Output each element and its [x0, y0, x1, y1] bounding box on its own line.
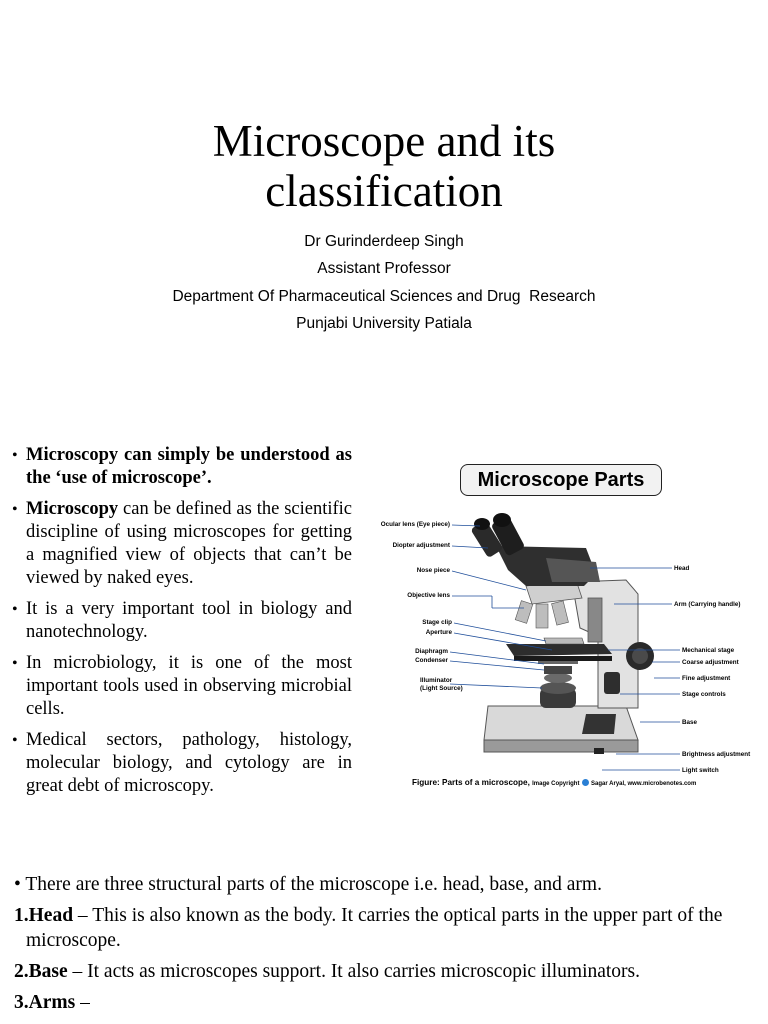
label-stage-clip: Stage clip — [422, 619, 452, 626]
label-base: Base — [682, 719, 698, 726]
label-nose-piece: Nose piece — [416, 567, 450, 574]
author-department: Department Of Pharmaceutical Sciences and Drug Research — [172, 287, 596, 305]
bullet-item: • Microscopy can simply be understood as the ‘use of microscope’. — [12, 444, 352, 490]
label-light-switch: Light switch — [682, 767, 719, 774]
label-illuminator: Illuminator — [420, 677, 453, 684]
label-diopter-adjustment: Diopter adjustment — [392, 542, 450, 549]
content-slide — [0, 440, 768, 1024]
microscope-illustration — [376, 458, 756, 778]
label-stage-controls: Stage controls — [682, 691, 726, 698]
bullet-item: • In microbiology, it is one of the most important tools used in observing microbial cells. — [12, 652, 352, 721]
author-name: Dr Gurinderdeep Singh — [304, 233, 464, 250]
label-coarse-adjustment: Coarse adjustment — [682, 659, 739, 666]
structural-intro: • There are three structural parts of the microscope i.e. head, base, and arm. — [14, 874, 602, 895]
label-head: Head — [674, 565, 690, 572]
structural-parts-list — [14, 872, 760, 1021]
structural-item-head: 1.Head – This is also known as the body. It carries the optical parts in the upper part of the microscope. — [14, 905, 723, 951]
figure-title: Microscope Parts — [460, 464, 662, 496]
intro-bullet-list — [12, 444, 352, 806]
label-arm: Arm (Carrying handle) — [674, 601, 741, 608]
title-slide — [0, 0, 768, 400]
label-light-source: (Light Source) — [420, 685, 463, 692]
copyright-icon — [582, 779, 589, 786]
author-block — [0, 228, 768, 337]
structural-item-base: 2.Base – It acts as microscopes support. It also carries microscopic illuminators. — [14, 961, 641, 982]
label-condenser: Condenser — [415, 657, 448, 664]
bullet-item: • Microscopy can be defined as the scientific discipline of using microscopes for getting a magnified view of objects that can’t be viewed by naked eyes. — [12, 498, 352, 590]
microscope-parts-figure — [376, 458, 756, 798]
slide-title — [0, 116, 768, 216]
title-line-2: classification — [265, 166, 503, 216]
caption-main: Figure: Parts of a microscope, — [412, 778, 530, 787]
label-fine-adjustment: Fine adjustment — [682, 675, 731, 682]
structural-item-arms: 3.Arms – — [14, 992, 90, 1013]
figure-caption — [412, 778, 696, 787]
bullet-item: • It is a very important tool in biology and nanotechnology. — [12, 598, 352, 644]
label-diaphragm: Diaphragm — [415, 648, 448, 655]
label-aperture: Aperture — [425, 629, 452, 636]
label-mechanical-stage: Mechanical stage — [682, 647, 735, 654]
author-university: Punjabi University Patiala — [296, 314, 472, 332]
title-line-1: Microscope and its — [212, 116, 556, 166]
label-brightness-adjustment: Brightness adjustment — [682, 751, 751, 758]
label-ocular-lens: Ocular lens (Eye piece) — [380, 521, 450, 528]
caption-author: Sagar Aryal, www.microbenotes.com — [591, 781, 697, 787]
label-objective-lens: Objective lens — [407, 592, 450, 599]
bullet-item: • Medical sectors, pathology, histology, molecular biology, and cytology are in great debt of microscopy. — [12, 729, 352, 798]
caption-credit: Image Copyright — [532, 781, 580, 787]
author-position: Assistant Professor — [317, 260, 451, 278]
